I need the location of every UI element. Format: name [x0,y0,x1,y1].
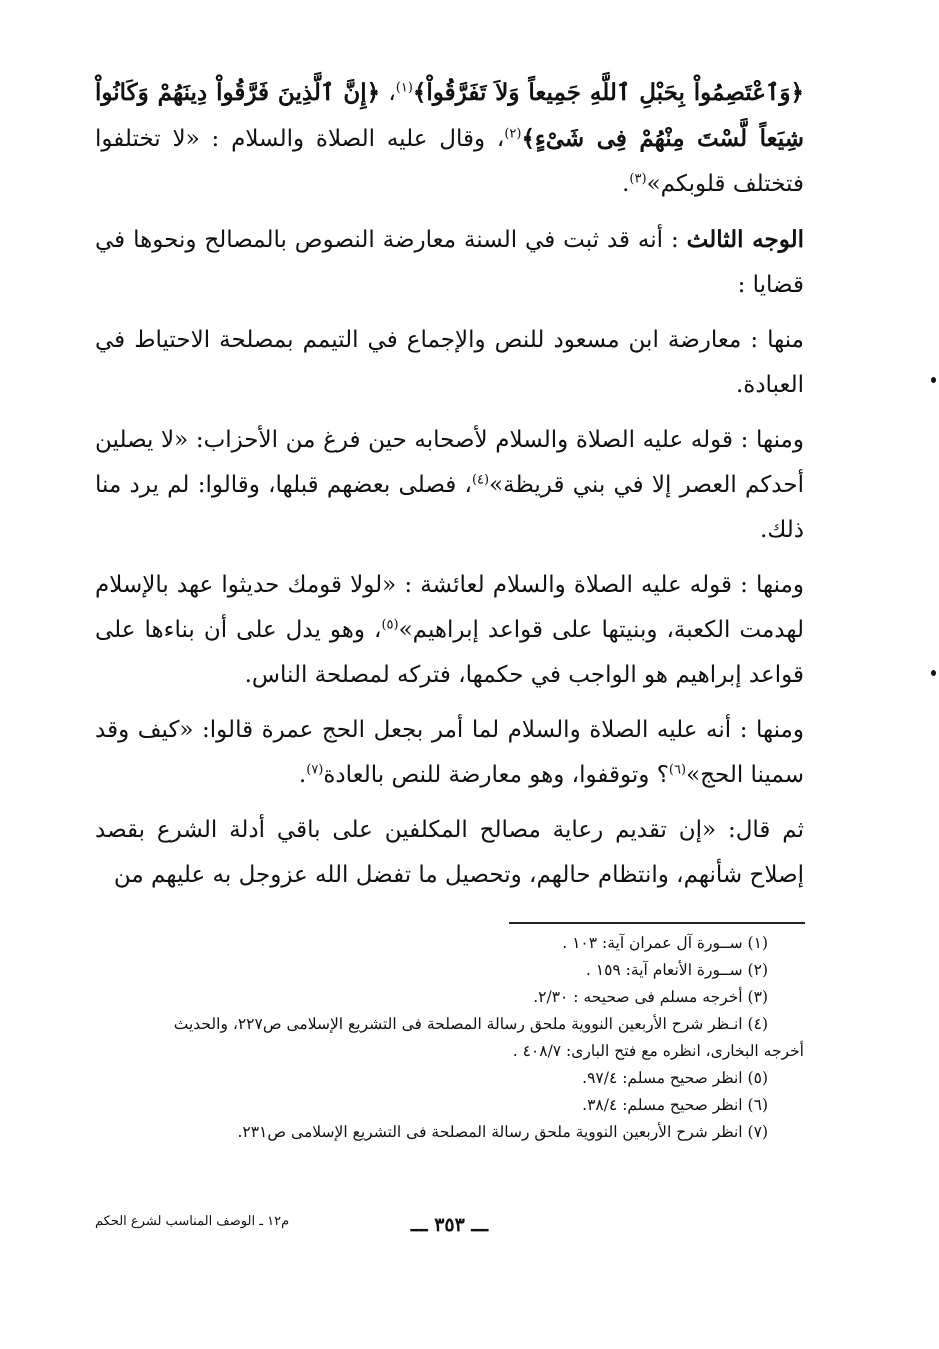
text-run: ومنها : قوله عليه الصلاة والسلام لأصحابه حين فرغ من الأحزاب: «لا يصلين أحدكم العصر إلا في بني قريظة» [95,427,804,498]
text-run: ، وهو يدل على أن بناءها على قواعد إبراهيم هو الواجب في حكمها، فتركه لمصلحة الناس. [95,617,804,688]
footnote [95,1092,804,1119]
footnote-continuation: أخرجه البخارى، انظره مع فتح البارى: ٤٠٨/٧ . [512,1042,804,1060]
text-run: : أنه قد ثبت في السنة معارضة النصوص بالمصالح ونحوها في قضايا : [95,227,804,298]
footnote-ref: (٣) [629,171,647,187]
footnote-ref: (٤) [471,472,490,488]
scan-speck [931,377,936,383]
quran-verse: ﴿إِنَّ ٱلَّذِينَ فَرَّقُواْ دِينَهُمْ وَكَانُواْ شِيَعاً لَّسْتَ مِنْهُمْ فِى شَىْءٍ﴾ [95,79,804,152]
text-run: . [298,762,307,788]
scan-speck [931,670,936,676]
text-run: ، فصلى بعضهم قبلها، وقالوا: لم يرد منا ذلك. [95,472,804,543]
footnote-number: (٤) [747,1015,768,1033]
text-run: ثم قال: «إن تقديم رعاية مصالح المكلفين على باقي أدلة الشرع بقصد إصلاح شأنهم، وانتظام حالهم، وتحصيل ما تفضل الله عزوجل به عليهم من [95,817,804,888]
footnote-text: انظر صحيح مسلم: ٣٨/٤. [582,1096,743,1114]
text-run: . [622,171,630,197]
text-run: ، وقال عليه الصلاة والسلام : «لا تختلفوا فتختلف قلوبكم» [95,126,804,197]
footnote-text: انظر شرح الأربعين النووية ملحق رسالة المصلحة فى التشريع الإسلامى ص٢٣١. [237,1123,743,1141]
paragraph [95,563,804,698]
signature-mark: م١٢ ـ الوصف المناسب لشرع الحكم [95,1214,290,1229]
footnote-number: (٦) [747,1096,768,1114]
footnote-separator [509,922,805,924]
footnote [95,1065,804,1092]
footnote-text: ســورة آل عمران آية: ١٠٣ . [562,934,743,952]
footnote-text: انظر صحيح مسلم: ٩٧/٤. [582,1069,743,1087]
footnote-ref: (٦) [668,762,687,778]
footnote [95,1119,804,1146]
footnote-number: (٥) [747,1069,768,1087]
footnote-number: (١) [747,934,768,952]
paragraph [95,808,804,898]
footnote-text: ســورة الأنعام آية: ١٥٩ . [585,961,743,979]
paragraph [95,708,804,798]
main-text [95,70,804,908]
paragraph [95,418,804,553]
page-number: ـــ ٣٥٣ ـــ [410,1214,489,1236]
quran-verse: ﴿وَٱعْتَصِمُواْ بِحَبْلِ ٱللَّهِ جَمِيعاً وَلاَ تَفَرَّقُواْ﴾ [412,79,805,106]
footnote-text: انـظر شرح الأربعين النووية ملحق رسالة المصلحة فى التشريع الإسلامى ص٢٢٧، والحديث [173,1015,743,1033]
footnote [95,984,804,1011]
text-run: ومنها : أنه عليه الصلاة والسلام لما أمر بجعل الحج عمرة قالوا: «كيف وقد سمينا الحج» [95,717,804,788]
footnote [95,1011,804,1065]
footnote [95,930,804,957]
footnote-ref: (١) [395,80,413,96]
text-run: ، [380,80,396,106]
footnote-ref: (٧) [306,762,324,778]
footnote-number: (٢) [747,961,768,979]
footnote-ref: (٥) [381,617,399,633]
paragraph [95,318,804,408]
footnote [95,957,804,984]
footnote-ref: (٢) [504,126,522,142]
text-run: ؟ وتوقفوا، وهو معارضة للنص بالعادة [323,762,669,788]
page-footer [95,1214,804,1244]
footnote-number: (٣) [747,988,768,1006]
paragraph [95,70,804,207]
paragraph [95,217,804,308]
footnote-text: أخرجه مسلم فى صحيحه : ٢/٣٠. [533,988,743,1006]
section-heading: الوجه الثالث [686,226,804,253]
text-run: منها : معارضة ابن مسعود للنص والإجماع في التيمم بمصلحة الاحتياط في العبادة. [95,327,804,398]
text-run: ومنها : قوله عليه الصلاة والسلام لعائشة : «لولا قومك حديثوا عهد بالإسلام لهدمت الكعبة، وبنيتها على قواعد إبراهيم» [95,572,804,643]
footnotes [95,930,804,1146]
footnote-number: (٧) [747,1123,768,1141]
